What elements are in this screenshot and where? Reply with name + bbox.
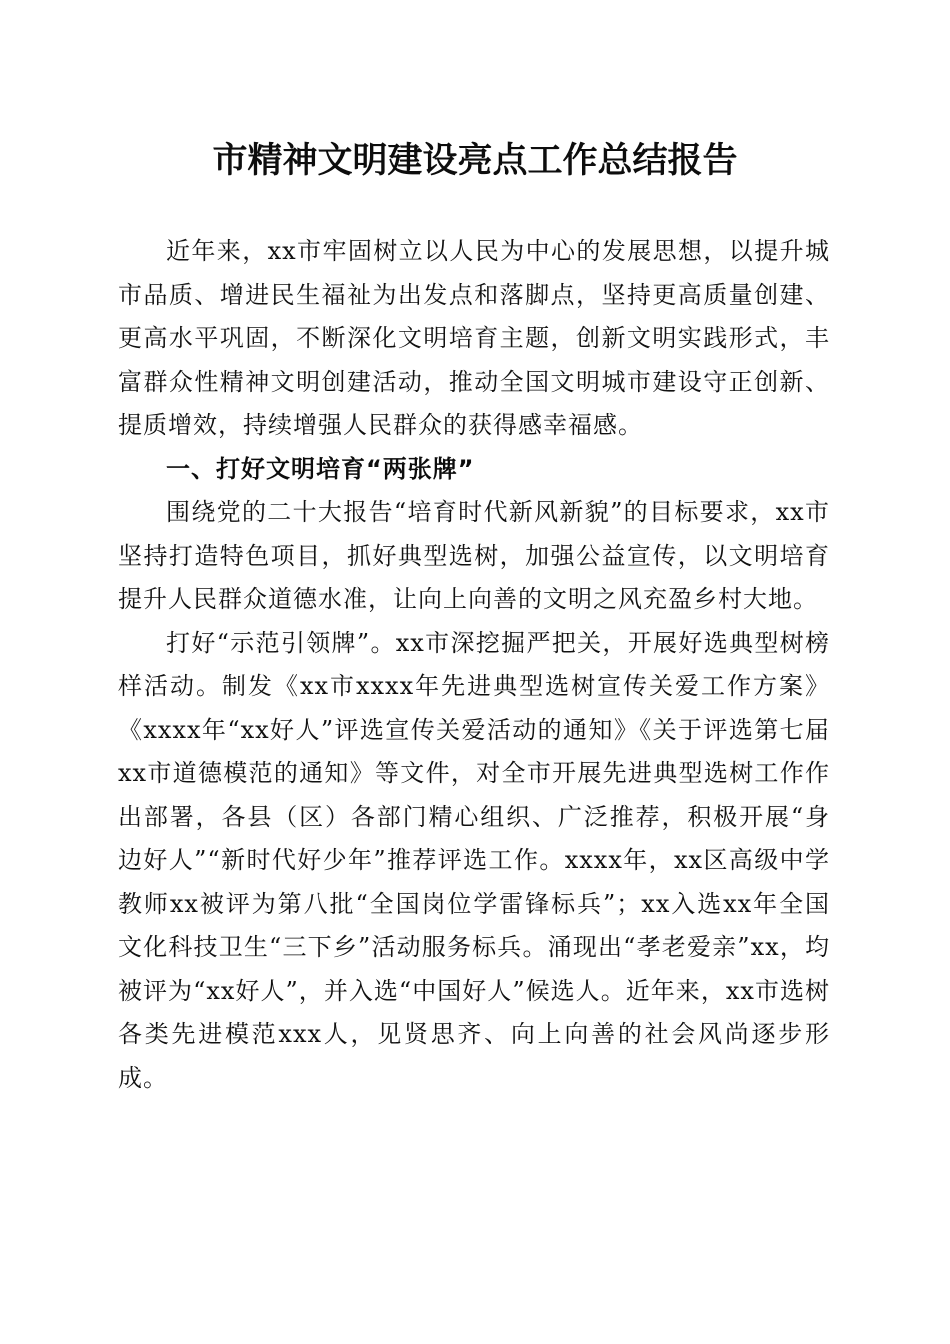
section-heading-1: 一、打好文明培育“两张牌” [166,454,475,483]
section-1-paragraph-1: 围绕党的二十大报告“培育时代新风新貌”的目标要求，xx市坚持打造特色项目，抓好典型选树，加强公益宣传，以文明培育提升人民群众道德水准，让向上向善的文明之风充盈乡村大地。 [118,498,830,613]
document-body [118,230,830,1100]
intro-paragraph: 近年来，xx市牢固树立以人民为中心的发展思想，以提升城市品质、增进民生福祉为出发点和落脚点，坚持更高质量创建、更高水平巩固，不断深化文明培育主题，创新文明实践形式，丰富群众性精神文明创建活动，推动全国文明城市建设守正创新、提质增效，持续增强人民群众的获得感幸福感。 [118,237,830,439]
section-1-paragraph-2: 打好“示范引领牌”。xx市深挖掘严把关，开展好选典型树榜样活动。制发《xx市xxxx年先进典型选树宣传关爱工作方案》《xxxx年“xx好人”评选宣传关爱活动的通知》《关于评选第七届xx市道德模范的通知》等文件，对全市开展先进典型选树工作作出部署，各县（区）各部门精心组织、广泛推荐，积极开展“身边好人”“新时代好少年”推荐评选工作。xxxx年，xx区高级中学教师xx被评为第八批“全国岗位学雷锋标兵”；xx入选xx年全国文化科技卫生“三下乡”活动服务标兵。涌现出“孝老爱亲”xx，均被评为“xx好人”，并入选“中国好人”候选人。近年来，xx市选树各类先进模范xxx人，见贤思齐、向上向善的社会风尚逐步形成。 [118,628,830,1092]
document-title: 市精神文明建设亮点工作总结报告 [212,140,738,181]
